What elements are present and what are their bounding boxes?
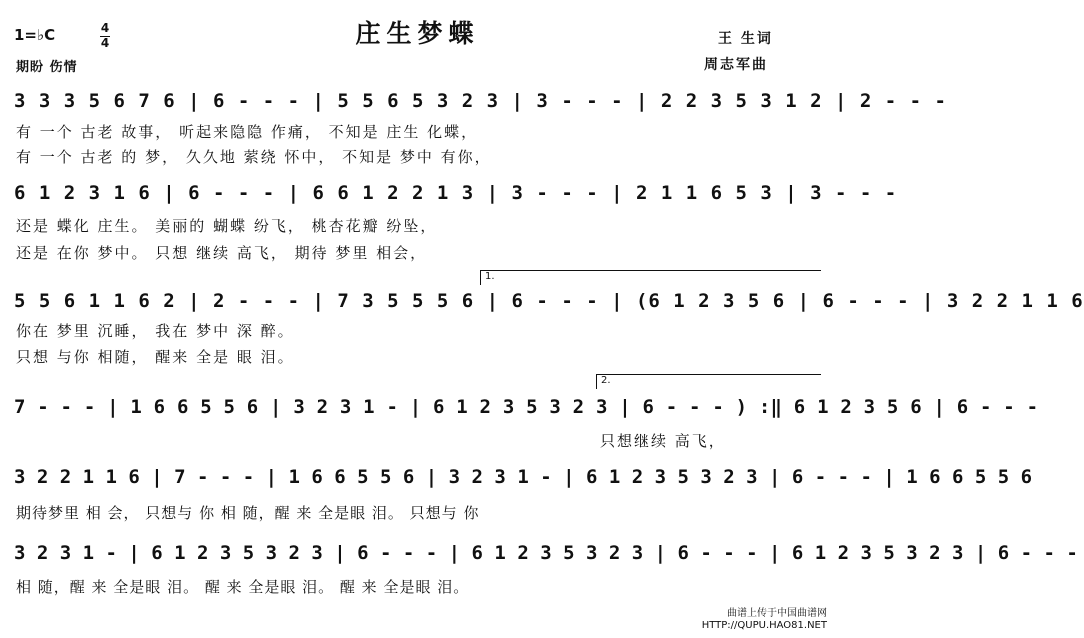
lyric-line-2: 还是 在你 梦中。 只想 继续 高飞， 期待 梦里 相会， — [16, 244, 428, 262]
watermark-line-2: HTTP://QUPU.HAO81.NET — [701, 620, 827, 631]
lyric-line-2: 有 一个 古老 的 梦， 久久地 萦绕 怀中， 不知是 梦中 有你， — [16, 148, 492, 166]
time-signature-top: 4 — [100, 21, 110, 35]
time-signature — [100, 22, 110, 50]
lyric-line-1: 期待梦里 相 会， 只想与 你 相 随，醒 来 全是眼 泪。 只想与 你 — [16, 504, 480, 522]
key-signature: 1=♭C — [14, 26, 56, 44]
time-signature-bottom: 4 — [100, 36, 110, 50]
notation-line: 7 - - - | 1 6 6 5 5 6 | 3 2 3 1 - | 6 1 2 3 5 3 2 3 | 6 - - - ) :‖ 6 1 2 3 5 6 | 6 - - - — [14, 396, 1039, 418]
watermark-line-1: 曲谱上传于中国曲谱网 — [727, 608, 827, 619]
lyric-line-1: 相 随，醒 来 全是眼 泪。 醒 来 全是眼 泪。 醒 来 全是眼 泪。 — [16, 578, 470, 596]
mood-marking: 期盼 伤情 — [16, 60, 78, 75]
notation-line: 3 2 2 1 1 6 | 7 - - - | 1 6 6 5 5 6 | 3 2 3 1 - | 6 1 2 3 5 3 2 3 | 6 - - - | 1 6 6 5 5 6 — [14, 466, 1033, 488]
lyric-line-1: 你在 梦里 沉睡， 我在 梦中 深 醉。 — [16, 322, 295, 340]
notation-line: 3 3 3 5 6 7 6 | 6 - - - | 5 5 6 5 3 2 3 | 3 - - - | 2 2 3 5 3 1 2 | 2 - - - — [14, 90, 947, 112]
lyric-line-1: 只想继续 高飞， — [600, 432, 726, 450]
notation-line: 5 5 6 1 1 6 2 | 2 - - - | 7 3 5 5 5 6 | 6 - - - | (6 1 2 3 5 6 | 6 - - - | 3 2 2 1 1 6 — [14, 290, 1084, 312]
lyricist-credit: 王 生词 — [718, 31, 773, 47]
notation-line: 3 2 3 1 - | 6 1 2 3 5 3 2 3 | 6 - - - | 6 1 2 3 5 3 2 3 | 6 - - - | 6 1 2 3 5 3 2 3 | 6 - - - — [14, 542, 1078, 564]
lyric-line-1: 还是 蝶化 庄生。 美丽的 蝴蝶 纷飞， 桃杏花瓣 纷坠， — [16, 217, 438, 235]
notation-line: 6 1 2 3 1 6 | 6 - - - | 6 6 1 2 2 1 3 | 3 - - - | 2 1 1 6 5 3 | 3 - - - — [14, 182, 898, 204]
volta-1-label: 1. — [485, 271, 495, 282]
composer-credit: 周志军曲 — [704, 57, 768, 73]
lyric-line-1: 有 一个 古老 故事， 听起来隐隐 作痛， 不知是 庄生 化蝶， — [16, 123, 479, 141]
page-title: 庄生梦蝶 — [355, 19, 480, 48]
volta-2-label: 2. — [601, 375, 611, 386]
lyric-line-2: 只想 与你 相随， 醒来 全是 眼 泪。 — [16, 348, 295, 366]
site-watermark — [702, 608, 827, 632]
